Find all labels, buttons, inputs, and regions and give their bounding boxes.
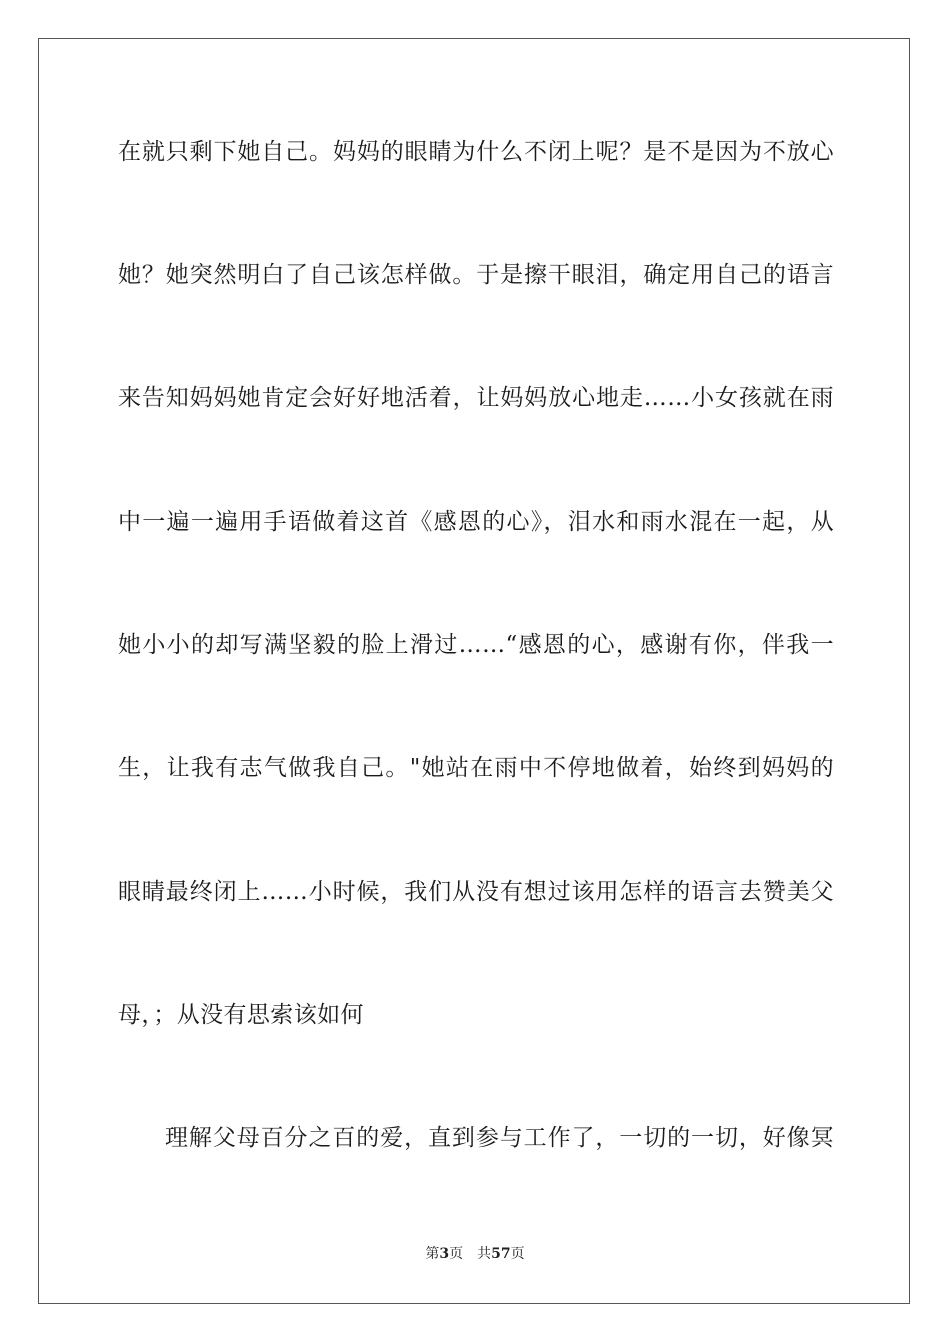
text-line-7: 眼睛最终闭上……小时候，我们从没有想过该用怎样的语言去赞美父 xyxy=(118,879,834,905)
text-line-3: 来告知妈妈她肯定会好好地活着，让妈妈放心地走……小女孩就在雨 xyxy=(118,385,834,411)
page-border xyxy=(38,38,910,1304)
total-unit: 页 xyxy=(510,1246,525,1262)
text-line-5: 她小小的却写满坚毅的脸上滑过……“感恩的心，感谢有你，伴我一 xyxy=(118,632,834,658)
page-prefix: 第 xyxy=(425,1246,440,1262)
paragraph-2-line-1: 理解父母百分之百的爱，直到参与工作了，一切的一切，好像冥 xyxy=(165,1125,834,1151)
page-number: 3 xyxy=(439,1246,450,1262)
text-line-8: 母，；从没有思索该如何 xyxy=(118,1002,364,1028)
page-footer xyxy=(0,1244,950,1264)
total-prefix: 共 xyxy=(477,1246,492,1262)
text-line-2: 她？她突然明白了自己该怎样做。于是擦干眼泪，确定用自己的语言 xyxy=(118,262,834,288)
text-line-6: 生，让我有志气做我自己。"她站在雨中不停地做着，始终到妈妈的 xyxy=(118,755,834,781)
text-line-1: 在就只剩下她自己。妈妈的眼睛为什么不闭上呢？是不是因为不放心 xyxy=(118,139,834,165)
page-unit: 页 xyxy=(449,1246,464,1262)
total-pages: 57 xyxy=(491,1246,511,1262)
text-line-4: 中一遍一遍用手语做着这首《感恩的心》，泪水和雨水混在一起，从 xyxy=(118,509,834,535)
